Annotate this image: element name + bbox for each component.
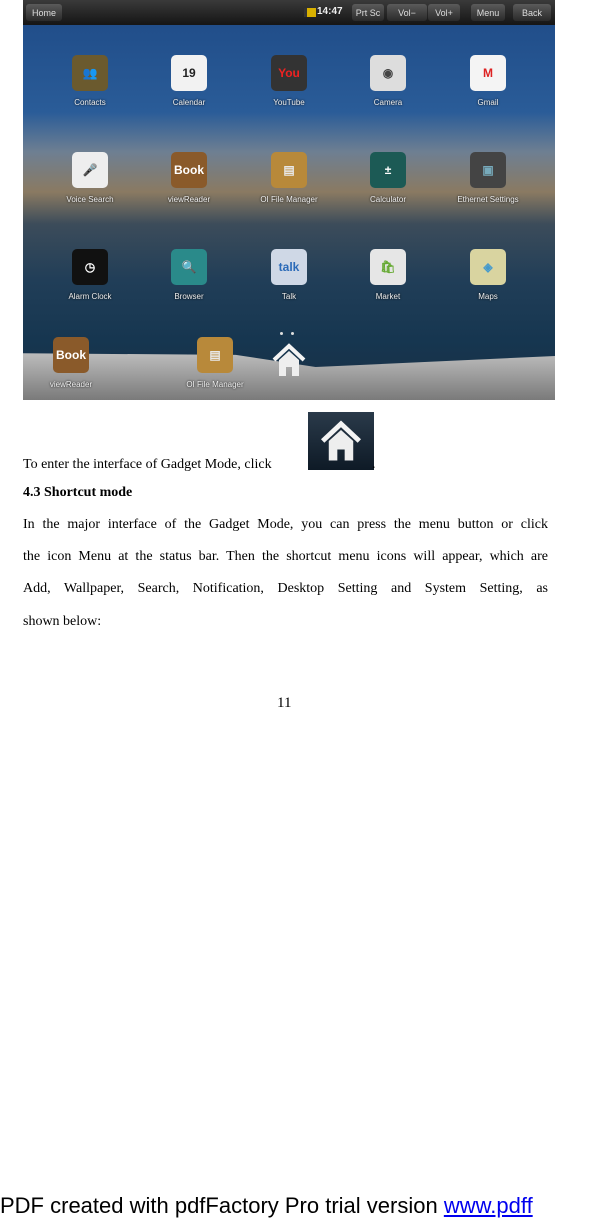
home-icon[interactable] [271,342,307,378]
oi-file-manager-icon: ▤ [271,152,307,188]
app-label: Voice Search [66,195,114,204]
app-label: Alarm Clock [68,292,112,301]
app-maps[interactable] [443,249,533,301]
tablet-screenshot [23,0,555,400]
viewreader-icon: Book [53,337,89,373]
youtube-icon: You [271,55,307,91]
oi-file-manager-icon: ▤ [197,337,233,373]
app-label: Ethernet Settings [457,195,519,204]
page-number: 11 [277,695,292,711]
contacts-icon: 👥 [72,55,108,91]
app-label: Camera [373,98,403,107]
gmail-icon: M [470,55,506,91]
app-label: Talk [281,292,297,301]
app-camera[interactable] [343,55,433,107]
app-label: Calculator [369,195,406,204]
period: . [372,457,376,472]
app-label: viewReader [167,195,211,204]
app-oi-file-manager[interactable] [170,337,260,389]
app-label: Maps [478,292,498,301]
paragraph-line: In the major interface of the Gadget Mode, you can press the menu button or click [23,517,548,532]
status-bar [23,0,555,25]
browser-icon: 🔍 [171,249,207,285]
camera-icon: ◉ [370,55,406,91]
app-alarm-clock[interactable] [45,249,135,301]
alarm-clock-icon: ◷ [72,249,108,285]
volume-up-button[interactable]: Vol+ [428,4,460,21]
talk-icon: talk [271,249,307,285]
ethernet-settings-icon: ▣ [470,152,506,188]
instruction-text: To enter the interface of Gadget Mode, click [23,457,272,472]
maps-icon: ◈ [470,249,506,285]
menu-button[interactable]: Menu [471,4,505,21]
volume-down-button[interactable]: Vol− [387,4,427,21]
app-voice-search[interactable] [45,152,135,204]
app-viewreader[interactable] [26,337,116,389]
app-label: Gmail [477,98,499,107]
app-oi-file-manager[interactable] [244,152,334,204]
footer-link[interactable]: www.pdff [443,1193,533,1218]
footer-text: PDF created with pdfFactory Pro trial version [0,1193,444,1218]
print-screen-button[interactable]: Prt Sc [352,4,384,21]
app-label: viewReader [49,380,93,389]
app-gmail[interactable] [443,55,533,107]
app-calendar[interactable] [144,55,234,107]
app-market[interactable] [343,249,433,301]
app-contacts[interactable] [45,55,135,107]
app-ethernet-settings[interactable] [443,152,533,204]
app-calculator[interactable] [343,152,433,204]
battery-icon [304,8,316,17]
app-label: Contacts [74,98,106,107]
voice-search-icon: 🎤 [72,152,108,188]
section-heading: 4.3 Shortcut mode [23,485,133,500]
calendar-icon: 19 [171,55,207,91]
clock: 14:47 [317,6,343,17]
app-viewreader[interactable] [144,152,234,204]
paragraph-line: Add, Wallpaper, Search, Notification, Desktop Setting and System Setting, as [23,581,548,596]
app-label: OI File Manager [260,195,318,204]
viewreader-icon: Book [171,152,207,188]
app-label: Browser [174,292,204,301]
page-indicator [276,322,298,340]
pdf-footer [0,1193,533,1219]
app-talk[interactable] [244,249,334,301]
back-button[interactable]: Back [513,4,551,21]
app-browser[interactable] [144,249,234,301]
calculator-icon: ± [370,152,406,188]
app-youtube[interactable] [244,55,334,107]
paragraph-line: the icon Menu at the status bar. Then the shortcut menu icons will appear, which are [23,549,548,564]
market-icon: 🛍 [370,249,406,285]
app-label: Calendar [172,98,206,107]
app-label: Market [375,292,401,301]
home-button[interactable]: Home [26,4,62,21]
home-icon [308,412,374,470]
app-label: OI File Manager [186,380,244,389]
paragraph-line: shown below: [23,614,102,629]
app-label: YouTube [273,98,305,107]
